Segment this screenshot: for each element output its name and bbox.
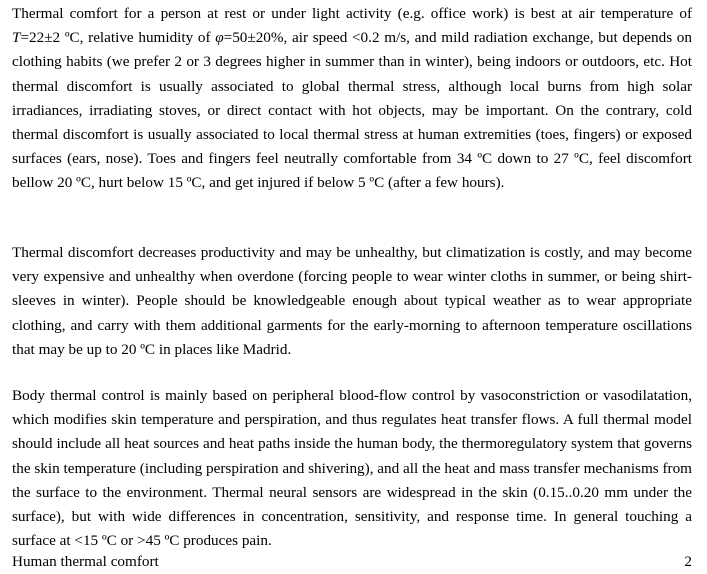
paragraph-1-part-3: =50±20%, air speed <0.2 m/s, and mild radiation exchange, but depends on clothing habits (we prefer 2 or 3 degrees higher in summer than in winter), being indoors or outdoors, etc. Hot thermal discomfort is usually associated to global thermal stress, although local burns from high solar irradiances, irradiating stoves, or direct contact with hot objects, may be important. On the contrary, cold thermal discomfort is usually associated to local thermal stress at human extremities (toes, fingers) or exposed surfaces (ears, nose). Toes and fingers feel neutrally comfortable from 34 ºC down to 27 ºC, feel discomfort bellow 20 ºC, hurt below 15 ºC, and get injured if below 5 ºC (after a few hours). xyxy=(12,29,692,192)
paragraph-body-thermal-control: Body thermal control is mainly based on peripheral blood-flow control by vasoconstriction or vasodilatation, which modifies skin temperature and perspiration, and thus regulates heat transfer flows. A full thermal model should include all heat sources and heat paths inside the human body, the thermoregulatory system that governs the skin temperature (including perspiration and shivering), and all the heat and mass transfer mechanisms from the surface to the environment. Thermal neural sensors are widespread in the skin (0.15..0.20 mm under the surface), but with wide differences in concentration, sensitivity, and response time. In general touching a surface at <15 ºC or >45 ºC produces pain. xyxy=(12,387,692,550)
footer-title: Human thermal comfort xyxy=(12,553,159,570)
paragraph-1-part-2: =22±2 ºC, relative humidity of xyxy=(20,29,216,47)
page-number: 2 xyxy=(684,553,692,570)
paragraph-thermal-comfort xyxy=(12,2,692,196)
paragraph-1-part-1: Thermal comfort for a person at rest or under light activity (e.g. office work) is best at air temperature of xyxy=(12,5,692,22)
paragraph-thermal-discomfort: Thermal discomfort decreases productivity and may be unhealthy, but climatization is costly, and may become very expensive and unhealthy when overdone (forcing people to wear winter cloths in summer, or being shirt-sleeves in winter). People should be knowledgeable enough about typical weather as to wear appropriate clothing, and carry with them additional garments for the early-morning to afternoon temperature oscillations that may be up to 20 ºC in places like Madrid. xyxy=(12,244,692,358)
humidity-symbol: φ xyxy=(215,29,224,47)
temperature-symbol: T xyxy=(12,29,21,47)
